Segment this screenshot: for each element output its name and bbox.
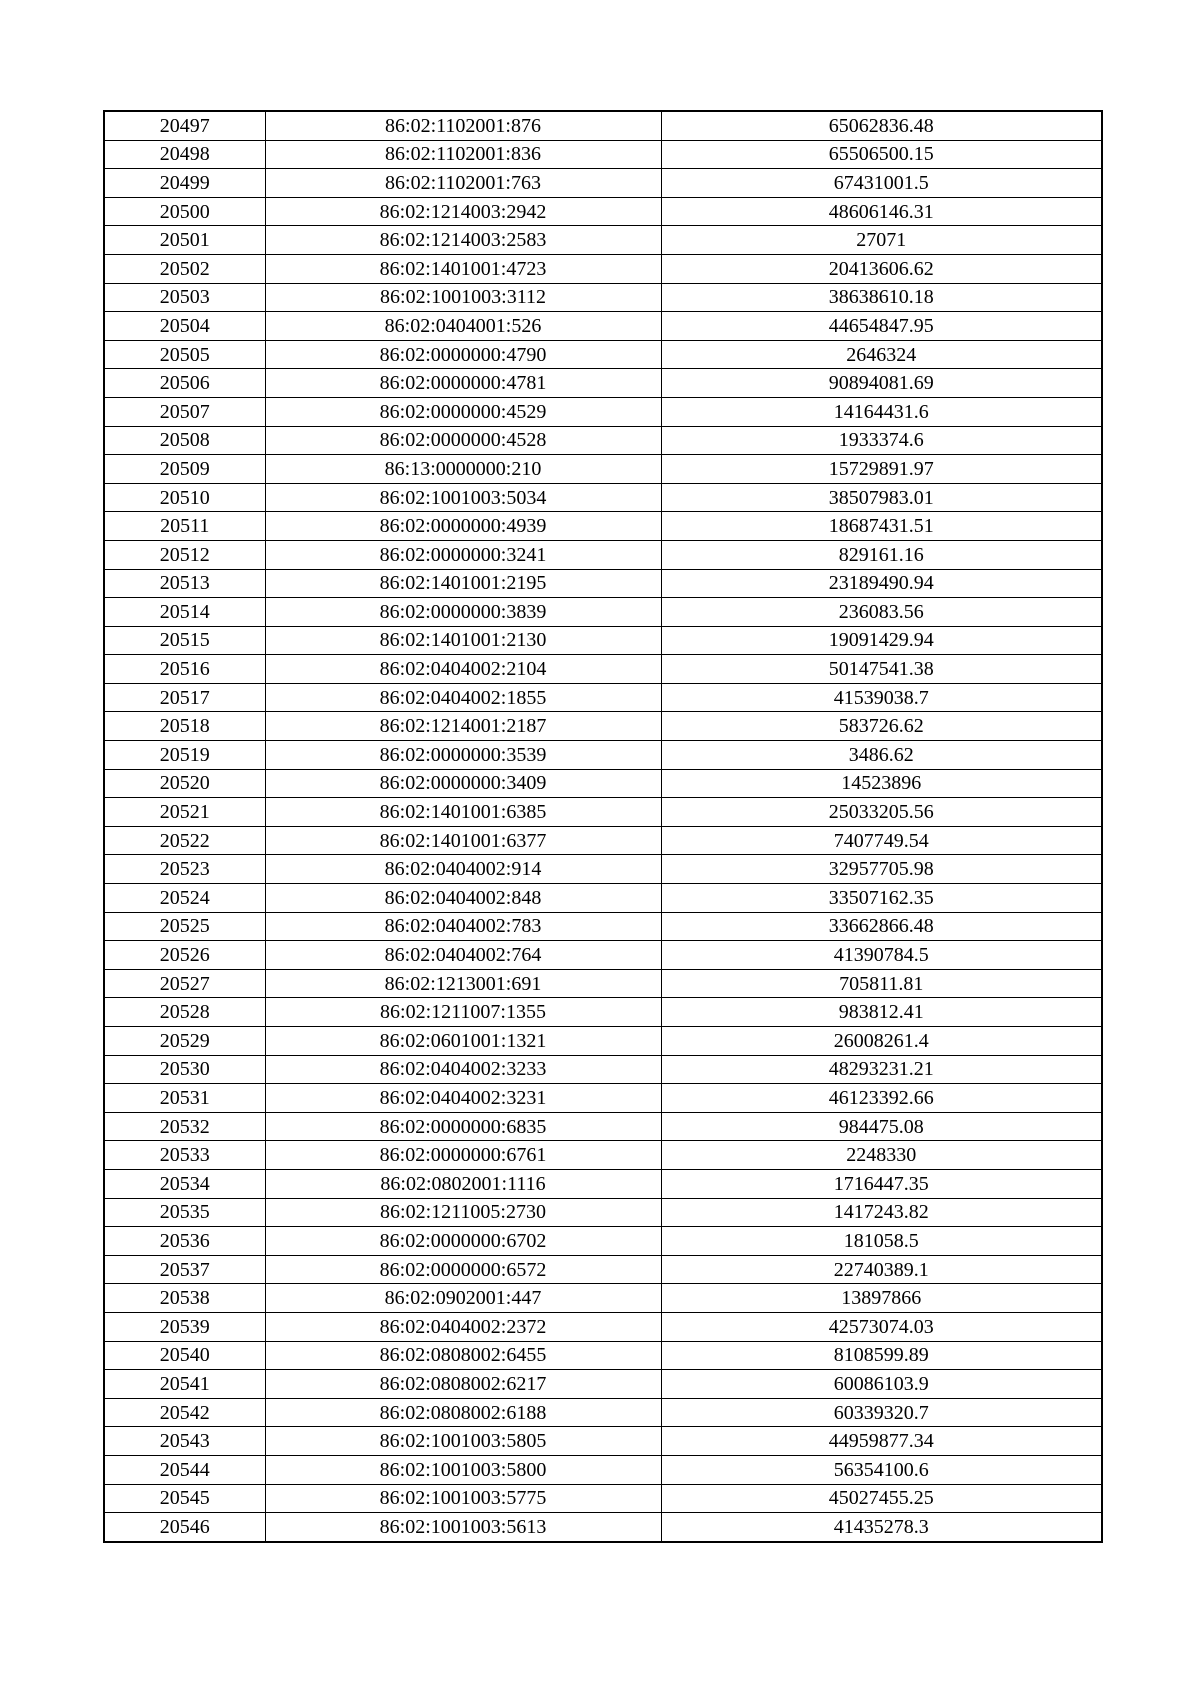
cadastral-number-cell: 86:02:1001003:5613 — [265, 1513, 661, 1542]
cadastral-value-cell: 46123392.66 — [661, 1084, 1102, 1113]
table-row — [104, 226, 1102, 255]
cadastral-value-cell: 44959877.34 — [661, 1427, 1102, 1456]
cadastral-number-cell: 86:02:0802001:1116 — [265, 1169, 661, 1198]
cadastral-number-cell: 86:02:1401001:4723 — [265, 254, 661, 283]
row-number-cell: 20536 — [104, 1227, 265, 1256]
cadastral-value-cell: 44654847.95 — [661, 312, 1102, 341]
row-number-cell: 20524 — [104, 884, 265, 913]
table-row — [104, 369, 1102, 398]
cadastral-number-cell: 86:02:0404002:2372 — [265, 1312, 661, 1341]
cadastral-number-cell: 86:02:0404002:3231 — [265, 1084, 661, 1113]
row-number-cell: 20521 — [104, 798, 265, 827]
cadastral-value-cell: 18687431.51 — [661, 512, 1102, 541]
table-row — [104, 1398, 1102, 1427]
cadastral-number-cell: 86:02:1401001:2130 — [265, 626, 661, 655]
cadastral-number-cell: 86:02:0902001:447 — [265, 1284, 661, 1313]
row-number-cell: 20532 — [104, 1112, 265, 1141]
cadastral-value-cell: 1933374.6 — [661, 426, 1102, 455]
table-row — [104, 884, 1102, 913]
table-row — [104, 312, 1102, 341]
table-row — [104, 197, 1102, 226]
row-number-cell: 20513 — [104, 569, 265, 598]
cadastral-number-cell: 86:02:1211005:2730 — [265, 1198, 661, 1227]
row-number-cell: 20538 — [104, 1284, 265, 1313]
cadastral-value-cell: 983812.41 — [661, 998, 1102, 1027]
row-number-cell: 20500 — [104, 197, 265, 226]
row-number-cell: 20528 — [104, 998, 265, 1027]
cadastral-value-cell: 1716447.35 — [661, 1169, 1102, 1198]
cadastral-number-cell: 86:02:0808002:6188 — [265, 1398, 661, 1427]
cadastral-number-cell: 86:02:0404002:3233 — [265, 1055, 661, 1084]
row-number-cell: 20534 — [104, 1169, 265, 1198]
cadastral-value-cell: 1417243.82 — [661, 1198, 1102, 1227]
row-number-cell: 20506 — [104, 369, 265, 398]
cadastral-value-cell: 13897866 — [661, 1284, 1102, 1313]
cadastral-number-cell: 86:02:1001003:5775 — [265, 1484, 661, 1513]
table-row — [104, 598, 1102, 627]
cadastral-value-cell: 181058.5 — [661, 1227, 1102, 1256]
cadastral-value-cell: 60339320.7 — [661, 1398, 1102, 1427]
cadastral-value-cell: 583726.62 — [661, 712, 1102, 741]
row-number-cell: 20543 — [104, 1427, 265, 1456]
cadastral-value-cell: 48293231.21 — [661, 1055, 1102, 1084]
cadastral-number-cell: 86:02:1213001:691 — [265, 969, 661, 998]
table-row — [104, 798, 1102, 827]
cadastral-value-cell: 90894081.69 — [661, 369, 1102, 398]
table-row — [104, 283, 1102, 312]
row-number-cell: 20541 — [104, 1370, 265, 1399]
cadastral-number-cell: 86:02:1001003:3112 — [265, 283, 661, 312]
table-row — [104, 512, 1102, 541]
row-number-cell: 20509 — [104, 455, 265, 484]
cadastral-value-cell: 22740389.1 — [661, 1255, 1102, 1284]
table-row — [104, 769, 1102, 798]
row-number-cell: 20501 — [104, 226, 265, 255]
row-number-cell: 20518 — [104, 712, 265, 741]
cadastral-value-cell: 50147541.38 — [661, 655, 1102, 684]
table-row — [104, 941, 1102, 970]
row-number-cell: 20508 — [104, 426, 265, 455]
row-number-cell: 20505 — [104, 340, 265, 369]
cadastral-number-cell: 86:02:0000000:3409 — [265, 769, 661, 798]
cadastral-value-cell: 38507983.01 — [661, 483, 1102, 512]
table-row — [104, 340, 1102, 369]
row-number-cell: 20511 — [104, 512, 265, 541]
row-number-cell: 20520 — [104, 769, 265, 798]
cadastral-value-cell: 984475.08 — [661, 1112, 1102, 1141]
row-number-cell: 20540 — [104, 1341, 265, 1370]
table-row — [104, 626, 1102, 655]
table-row — [104, 1055, 1102, 1084]
cadastral-number-cell: 86:02:0808002:6217 — [265, 1370, 661, 1399]
cadastral-number-cell: 86:02:0000000:4790 — [265, 340, 661, 369]
row-number-cell: 20537 — [104, 1255, 265, 1284]
cadastral-number-cell: 86:02:1211007:1355 — [265, 998, 661, 1027]
table-row — [104, 969, 1102, 998]
table-row — [104, 1284, 1102, 1313]
cadastral-number-cell: 86:13:0000000:210 — [265, 455, 661, 484]
cadastral-value-cell: 45027455.25 — [661, 1484, 1102, 1513]
cadastral-value-cell: 236083.56 — [661, 598, 1102, 627]
table-row — [104, 1027, 1102, 1056]
row-number-cell: 20516 — [104, 655, 265, 684]
cadastral-number-cell: 86:02:0404002:914 — [265, 855, 661, 884]
cadastral-value-cell: 48606146.31 — [661, 197, 1102, 226]
cadastral-number-cell: 86:02:0404002:2104 — [265, 655, 661, 684]
row-number-cell: 20497 — [104, 111, 265, 140]
table-row — [104, 1341, 1102, 1370]
cadastral-number-cell: 86:02:0000000:4939 — [265, 512, 661, 541]
cadastral-number-cell: 86:02:0000000:3839 — [265, 598, 661, 627]
cadastral-value-cell: 56354100.6 — [661, 1455, 1102, 1484]
row-number-cell: 20535 — [104, 1198, 265, 1227]
row-number-cell: 20517 — [104, 683, 265, 712]
row-number-cell: 20515 — [104, 626, 265, 655]
cadastral-value-cell: 65506500.15 — [661, 140, 1102, 169]
cadastral-value-cell: 20413606.62 — [661, 254, 1102, 283]
cadastral-value-cell: 33662866.48 — [661, 912, 1102, 941]
cadastral-value-cell: 38638610.18 — [661, 283, 1102, 312]
cadastral-number-cell: 86:02:0000000:6835 — [265, 1112, 661, 1141]
row-number-cell: 20502 — [104, 254, 265, 283]
table-row — [104, 1169, 1102, 1198]
table-row — [104, 1227, 1102, 1256]
cadastral-number-cell: 86:02:1214001:2187 — [265, 712, 661, 741]
cadastral-value-cell: 14164431.6 — [661, 397, 1102, 426]
table-row — [104, 712, 1102, 741]
table-row — [104, 111, 1102, 140]
table-row — [104, 483, 1102, 512]
cadastral-value-cell: 8108599.89 — [661, 1341, 1102, 1370]
table-row — [104, 855, 1102, 884]
row-number-cell: 20507 — [104, 397, 265, 426]
cadastral-number-cell: 86:02:1102001:763 — [265, 169, 661, 198]
cadastral-number-cell: 86:02:0000000:6702 — [265, 1227, 661, 1256]
row-number-cell: 20530 — [104, 1055, 265, 1084]
cadastral-number-cell: 86:02:0000000:6572 — [265, 1255, 661, 1284]
table-body — [104, 111, 1102, 1542]
cadastral-number-cell: 86:02:0404002:764 — [265, 941, 661, 970]
cadastral-value-cell: 60086103.9 — [661, 1370, 1102, 1399]
row-number-cell: 20503 — [104, 283, 265, 312]
table-row — [104, 397, 1102, 426]
cadastral-value-cell: 41435278.3 — [661, 1513, 1102, 1542]
cadastral-value-cell: 67431001.5 — [661, 169, 1102, 198]
cadastral-number-cell: 86:02:0601001:1321 — [265, 1027, 661, 1056]
table-row — [104, 683, 1102, 712]
row-number-cell: 20519 — [104, 741, 265, 770]
table-row — [104, 1455, 1102, 1484]
cadastral-number-cell: 86:02:1102001:876 — [265, 111, 661, 140]
table-row — [104, 1513, 1102, 1542]
cadastral-value-table — [103, 110, 1103, 1543]
table-row — [104, 1198, 1102, 1227]
table-row — [104, 540, 1102, 569]
row-number-cell: 20525 — [104, 912, 265, 941]
row-number-cell: 20544 — [104, 1455, 265, 1484]
cadastral-value-cell: 32957705.98 — [661, 855, 1102, 884]
row-number-cell: 20522 — [104, 826, 265, 855]
table-row — [104, 569, 1102, 598]
cadastral-number-cell: 86:02:0404002:783 — [265, 912, 661, 941]
cadastral-number-cell: 86:02:0404002:1855 — [265, 683, 661, 712]
row-number-cell: 20531 — [104, 1084, 265, 1113]
cadastral-number-cell: 86:02:1102001:836 — [265, 140, 661, 169]
cadastral-value-cell: 7407749.54 — [661, 826, 1102, 855]
table-row — [104, 1370, 1102, 1399]
table-row — [104, 655, 1102, 684]
table-row — [104, 455, 1102, 484]
table-row — [104, 1112, 1102, 1141]
cadastral-value-cell: 15729891.97 — [661, 455, 1102, 484]
row-number-cell: 20526 — [104, 941, 265, 970]
table-row — [104, 1312, 1102, 1341]
cadastral-value-cell: 14523896 — [661, 769, 1102, 798]
cadastral-value-cell: 2248330 — [661, 1141, 1102, 1170]
table-row — [104, 1484, 1102, 1513]
cadastral-value-cell: 19091429.94 — [661, 626, 1102, 655]
cadastral-number-cell: 86:02:0404001:526 — [265, 312, 661, 341]
table-row — [104, 1141, 1102, 1170]
cadastral-number-cell: 86:02:0000000:6761 — [265, 1141, 661, 1170]
row-number-cell: 20512 — [104, 540, 265, 569]
row-number-cell: 20539 — [104, 1312, 265, 1341]
table-row — [104, 169, 1102, 198]
table-row — [104, 1255, 1102, 1284]
row-number-cell: 20546 — [104, 1513, 265, 1542]
cadastral-number-cell: 86:02:1214003:2942 — [265, 197, 661, 226]
table-row — [104, 1427, 1102, 1456]
cadastral-number-cell: 86:02:1214003:2583 — [265, 226, 661, 255]
row-number-cell: 20529 — [104, 1027, 265, 1056]
row-number-cell: 20545 — [104, 1484, 265, 1513]
cadastral-number-cell: 86:02:0000000:3539 — [265, 741, 661, 770]
cadastral-number-cell: 86:02:1001003:5805 — [265, 1427, 661, 1456]
row-number-cell: 20523 — [104, 855, 265, 884]
cadastral-value-cell: 705811.81 — [661, 969, 1102, 998]
table-row — [104, 998, 1102, 1027]
cadastral-number-cell: 86:02:1401001:2195 — [265, 569, 661, 598]
cadastral-number-cell: 86:02:0000000:4528 — [265, 426, 661, 455]
row-number-cell: 20542 — [104, 1398, 265, 1427]
cadastral-value-cell: 25033205.56 — [661, 798, 1102, 827]
cadastral-number-cell: 86:02:0000000:3241 — [265, 540, 661, 569]
cadastral-value-cell: 65062836.48 — [661, 111, 1102, 140]
cadastral-number-cell: 86:02:1001003:5034 — [265, 483, 661, 512]
row-number-cell: 20510 — [104, 483, 265, 512]
cadastral-number-cell: 86:02:0000000:4781 — [265, 369, 661, 398]
table-row — [104, 140, 1102, 169]
cadastral-number-cell: 86:02:0808002:6455 — [265, 1341, 661, 1370]
table-row — [104, 426, 1102, 455]
cadastral-value-cell: 33507162.35 — [661, 884, 1102, 913]
table-row — [104, 912, 1102, 941]
table-row — [104, 741, 1102, 770]
cadastral-value-cell: 23189490.94 — [661, 569, 1102, 598]
cadastral-value-cell: 27071 — [661, 226, 1102, 255]
row-number-cell: 20533 — [104, 1141, 265, 1170]
cadastral-number-cell: 86:02:0404002:848 — [265, 884, 661, 913]
cadastral-value-cell: 41539038.7 — [661, 683, 1102, 712]
table-row — [104, 254, 1102, 283]
table-row — [104, 1084, 1102, 1113]
row-number-cell: 20499 — [104, 169, 265, 198]
cadastral-value-cell: 829161.16 — [661, 540, 1102, 569]
row-number-cell: 20504 — [104, 312, 265, 341]
row-number-cell: 20498 — [104, 140, 265, 169]
cadastral-number-cell: 86:02:1401001:6385 — [265, 798, 661, 827]
row-number-cell: 20514 — [104, 598, 265, 627]
cadastral-value-cell: 41390784.5 — [661, 941, 1102, 970]
cadastral-number-cell: 86:02:1001003:5800 — [265, 1455, 661, 1484]
cadastral-value-cell: 26008261.4 — [661, 1027, 1102, 1056]
cadastral-value-cell: 2646324 — [661, 340, 1102, 369]
cadastral-number-cell: 86:02:0000000:4529 — [265, 397, 661, 426]
row-number-cell: 20527 — [104, 969, 265, 998]
cadastral-value-cell: 3486.62 — [661, 741, 1102, 770]
cadastral-value-cell: 42573074.03 — [661, 1312, 1102, 1341]
table-row — [104, 826, 1102, 855]
cadastral-number-cell: 86:02:1401001:6377 — [265, 826, 661, 855]
